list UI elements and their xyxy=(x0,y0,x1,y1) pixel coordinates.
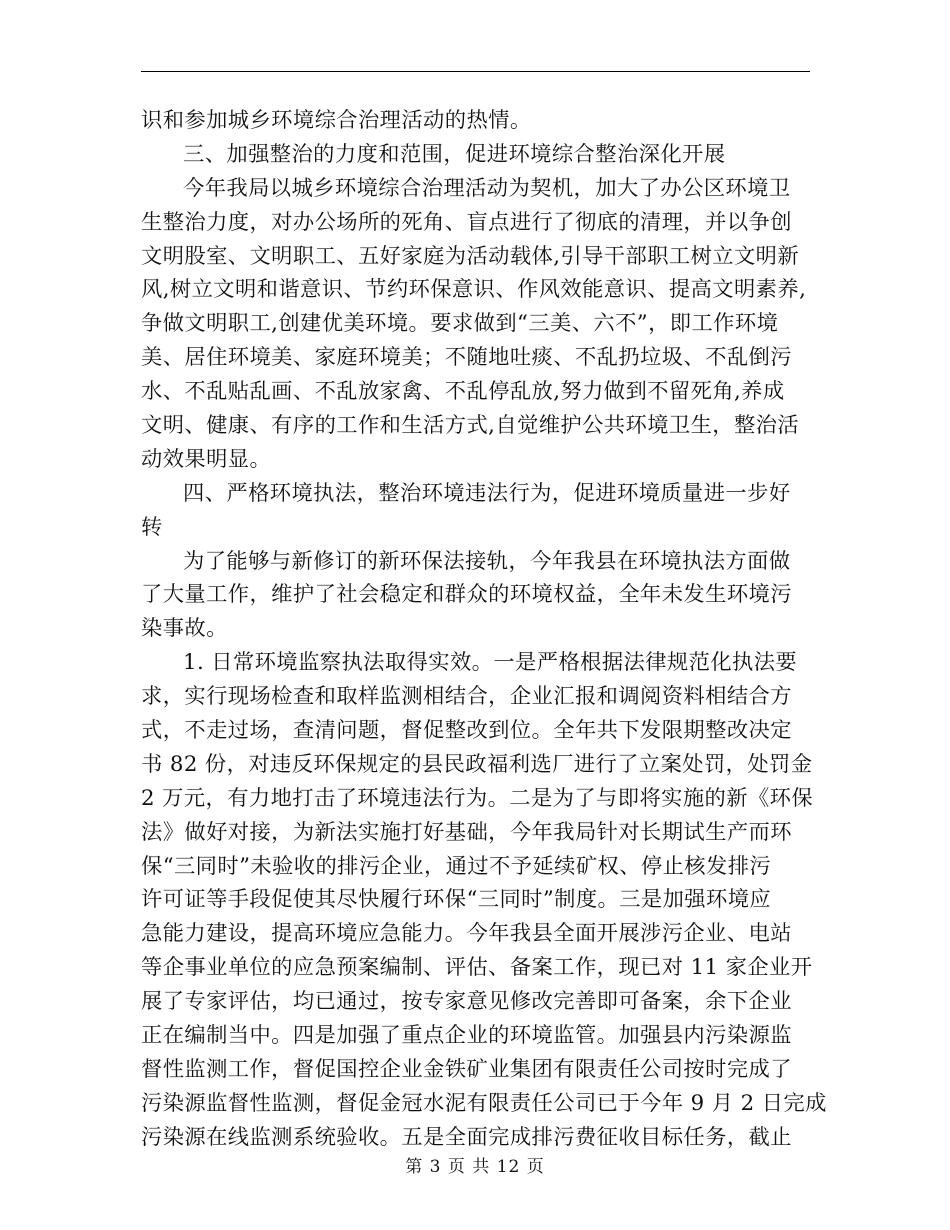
text-line: 等企事业单位的应急预案编制、评估、备案工作，现已对 11 家企业开 xyxy=(141,955,813,981)
text-line: 文明股室、文明职工、五好家庭为活动载体,引导干部职工树立文明新 xyxy=(141,243,800,269)
text-line: 求，实行现场检查和取样监测相结合，企业汇报和调阅资料相结合方 xyxy=(141,684,792,710)
section-heading: 三、加强整治的力度和范围，促进环境综合整治深化开展 xyxy=(183,141,726,167)
text-line: 染事故。 xyxy=(141,616,228,642)
text-line: 污染源在线监测系统验收。五是全面完成排污费征收目标任务，截止 xyxy=(141,1124,792,1150)
text-line: 生整治力度，对办公场所的死角、盲点进行了彻底的清理，并以争创 xyxy=(141,209,792,235)
text-line: 书 82 份，对违反环保规定的县民政福利选厂进行了立案处罚，处罚金 xyxy=(141,751,813,777)
text-line: 保“三同时”未验收的排污企业，通过不予延续矿权、停止核发排污 xyxy=(141,853,772,879)
document-body xyxy=(141,104,827,1155)
text-line: 2 万元，有力地打击了环境违法行为。二是为了与即将实施的新《环保 xyxy=(141,785,814,811)
text-line: 美、居住环境美、家庭环境美；不随地吐痰、不乱扔垃圾、不乱倒污 xyxy=(141,345,792,371)
text-line: 了大量工作，维护了社会稳定和群众的环境权益，全年未发生环境污 xyxy=(141,582,792,608)
section-heading-continued: 转 xyxy=(141,514,163,540)
text-line: 文明、健康、有序的工作和生活方式,自觉维护公共环境卫生，整治活 xyxy=(141,413,800,439)
text-line: 急能力建设，提高环境应急能力。今年我县全面开展涉污企业、电站 xyxy=(141,921,792,947)
section-heading: 四、严格环境执法，整治环境违法行为，促进环境质量进一步好 xyxy=(183,480,791,506)
header-rule xyxy=(141,71,810,72)
text-line: 式，不走过场，查清问题，督促整改到位。全年共下发限期整改决定 xyxy=(141,718,792,744)
text-line: 风,树立文明和谐意识、节约环保意识、作风效能意识、提高文明素养, xyxy=(141,277,807,303)
text-line: 水、不乱贴乱画、不乱放家禽、不乱停乱放,努力做到不留死角,养成 xyxy=(141,379,785,405)
page-number: 第 3 页 共 12 页 xyxy=(405,1157,545,1177)
text-line: 正在编制当中。四是加强了重点企业的环境监管。加强县内污染源监 xyxy=(141,1023,792,1049)
text-line: 许可证等手段促使其尽快履行环保“三同时”制度。三是加强环境应 xyxy=(141,887,772,913)
text-line: 为了能够与新修订的新环保法接轨，今年我县在环境执法方面做 xyxy=(183,548,791,574)
text-line: 识和参加城乡环境综合治理活动的热情。 xyxy=(141,108,532,133)
text-line: 污染源监督性监测，督促金冠水泥有限责任公司已于今年 9 月 2 日完成 xyxy=(141,1090,827,1116)
text-line: 今年我局以城乡环境综合治理活动为契机，加大了办公区环境卫 xyxy=(183,175,791,201)
text-line: 督性监测工作，督促国控企业金铁矿业集团有限责任公司按时完成了 xyxy=(141,1056,792,1082)
text-line: 法》做好对接，为新法实施打好基础，今年我局针对长期试生产而环 xyxy=(141,819,792,845)
text-line: 争做文明职工,创建优美环境。要求做到“三美、六不”，即工作环境 xyxy=(141,311,779,337)
text-line: 展了专家评估，均已通过，按专家意见修改完善即可备案，余下企业 xyxy=(141,989,792,1015)
text-line: 动效果明显。 xyxy=(141,446,272,472)
text-line: 1. 日常环境监察执法取得实效。一是严格根据法律规范化执法要 xyxy=(183,650,798,676)
